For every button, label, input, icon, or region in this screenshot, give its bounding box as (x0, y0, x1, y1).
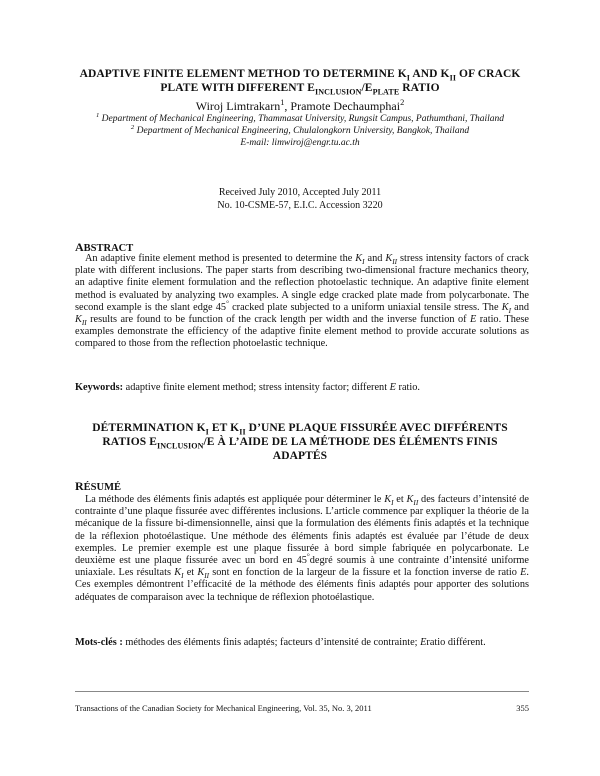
symbol-sub: II (392, 258, 398, 267)
affil-mark: 1 (95, 111, 100, 119)
affil-mark: 2 (130, 123, 135, 131)
affiliation-2 (60, 125, 540, 137)
title-text: OF CRACK (456, 68, 521, 80)
email: E-mail: limwiroj@engr.tu.ac.th (240, 138, 360, 148)
text-run: La méthode des éléments finis adaptés est appliquée pour déterminer le (85, 494, 385, 505)
text-run: ratio. These examples demonstrate the efficiency of the adaptive finite element method to provide accurate solutions as compared to those from the reflection photoelastic technique. (75, 314, 529, 350)
symbol-k: K (355, 253, 363, 264)
symbol-sub: II (81, 319, 87, 328)
text-run: stress intensity factors of crack plate with different inclusions. The paper starts from describing two-dimensional fracture mechanics theory, an adaptive finite element formulation and the reflection photoelastic technique. An adaptive finite element method is evaluated by analyzing two examples. A single edge cracked plate made from polycarbonate. The second example is the slant edge 45 (75, 253, 529, 313)
text-run: and (510, 301, 529, 313)
author-affil-mark: 2 (400, 98, 405, 107)
text-run: . Ces exemples démontrent l’efficacité de la méthode des éléments finis adaptés pour apporter des solutions adéquates de comparaison avec la technique de réflexion photoélastique. (75, 567, 529, 603)
title-subscript: I (406, 73, 411, 83)
title-subscript: INCLUSION (156, 441, 204, 451)
author-name: Wiroj Limtrakarn (195, 99, 281, 113)
symbol-sub: II (413, 499, 419, 508)
degree-mark: ° (226, 299, 229, 308)
english-title (60, 67, 540, 95)
heading-initial: R (75, 479, 84, 493)
authors (60, 99, 540, 114)
title-text: ADAPTÉS (272, 450, 328, 462)
title-text: AND K (410, 68, 450, 80)
received-info (60, 187, 540, 212)
symbol-k: K (174, 567, 182, 579)
title-text: PLATE WITH DIFFERENT E (160, 82, 315, 94)
text-run: des facteurs d’intensité de contrainte d’une plaque fissurée avec différentes inclusions. L’article commence par expliquer la théorie de la mécanique de la fissure bi-dimensionnelle, ainsi que la formulation des éléments finis adaptés et la technique de la réflexion photoélastique. Une méthode des éléments finis adaptés est évaluée par l’étude de deux exemples. Le premier exemple est une plaque fissurée à bord simple fabriquée en polycarbonate. Le deuxième est une plaque fissurée avec un bord en 45 (75, 494, 529, 567)
affil-text: Department of Mechanical Engineering, Chulalongkorn University, Bangkok, Thailand (134, 126, 470, 136)
symbol-sub: I (508, 306, 511, 315)
mots-cles-label: Mots-clés : (75, 637, 123, 648)
mots-cles (75, 637, 529, 649)
text-run: degré soumis à une contrainte d’intensité uniforme uniaxiale. Les résultats (75, 555, 530, 579)
resume-heading (75, 479, 121, 494)
keywords-text: adaptive finite element method; stress intensity factor; different (123, 382, 390, 393)
title-subscript: II (449, 73, 457, 83)
symbol-e: E (420, 637, 427, 648)
symbol-e: E (469, 314, 477, 326)
accession-number: No. 10-CSME-57, E.I.C. Accession 3220 (217, 199, 383, 211)
keywords-label: Keywords: (75, 382, 124, 393)
symbol-sub: II (204, 572, 210, 581)
keywords (75, 382, 529, 394)
french-title (60, 421, 540, 463)
resume-text (75, 494, 529, 604)
footer-divider (75, 691, 529, 692)
title-text: /E (361, 82, 373, 94)
symbol-sub: I (181, 572, 184, 581)
heading-rest: ÉSUMÉ (83, 482, 122, 493)
title-text: RATIO (399, 82, 440, 94)
symbol-sub: I (362, 258, 365, 267)
title-subscript: I (205, 427, 209, 437)
symbol-e: E (389, 382, 396, 393)
text-run: An adaptive finite element method is presented to determine the (85, 253, 356, 264)
abstract-text (75, 253, 529, 351)
title-subscript: II (239, 427, 246, 437)
degree-mark: ° (306, 552, 310, 561)
author-name: Pramote Dechaumphai (290, 99, 401, 113)
symbol-e: E (520, 567, 527, 579)
title-text: D’UNE PLAQUE FISSURÉE AVEC DIFFÉRENTS (245, 422, 508, 434)
author-separator: , (284, 99, 291, 113)
author-affil-mark: 1 (280, 98, 285, 107)
symbol-k: K (406, 494, 414, 505)
page-number: 355 (516, 703, 529, 713)
symbol-k: K (384, 494, 392, 505)
title-text: ADAPTIVE FINITE ELEMENT METHOD TO DETERMINE K (79, 68, 407, 80)
title-text: DÉTERMINATION K (92, 422, 206, 434)
affil-text: Department of Mechanical Engineering, Thammasat University, Rungsit Campus, Pathumthani, Thailand (99, 114, 505, 124)
journal-footer: Transactions of the Canadian Society for Mechanical Engineering, Vol. 35, No. 3, 2011 (75, 703, 372, 713)
keywords-text: ratio. (395, 382, 420, 393)
heading-rest: BSTRACT (83, 243, 134, 254)
text-run: results are found to be function of the crack length per width and the inverse function of (86, 314, 470, 326)
text-run: et (393, 494, 407, 505)
text-run: et (183, 567, 198, 579)
text-run: sont en fonction de la largeur de la fissure et la fonction inverse de ratio (209, 567, 521, 579)
symbol-k: K (75, 314, 82, 326)
text-run: and (364, 253, 386, 264)
mots-cles-text: ratio différent. (426, 637, 486, 648)
symbol-sub: I (391, 499, 394, 508)
title-text: RATIOS E (102, 436, 157, 448)
mots-cles-text: méthodes des éléments finis adaptés; facteurs d’intensité de contrainte; (122, 637, 421, 648)
text-run: cracked plate subjected to a uniform uniaxial tensile stress. The (228, 301, 502, 313)
symbol-k: K (197, 567, 205, 579)
title-subscript: PLATE (372, 87, 400, 97)
title-text: /E À L’AIDE DE LA MÉTHODE DES ÉLÉMENTS FINIS (203, 436, 498, 448)
symbol-k: K (501, 301, 509, 313)
title-text: ET K (208, 422, 240, 434)
received-dates: Received July 2010, Accepted July 2011 (218, 187, 382, 198)
title-subscript: INCLUSION (314, 87, 362, 97)
symbol-k: K (385, 253, 393, 264)
heading-initial: A (75, 240, 84, 254)
